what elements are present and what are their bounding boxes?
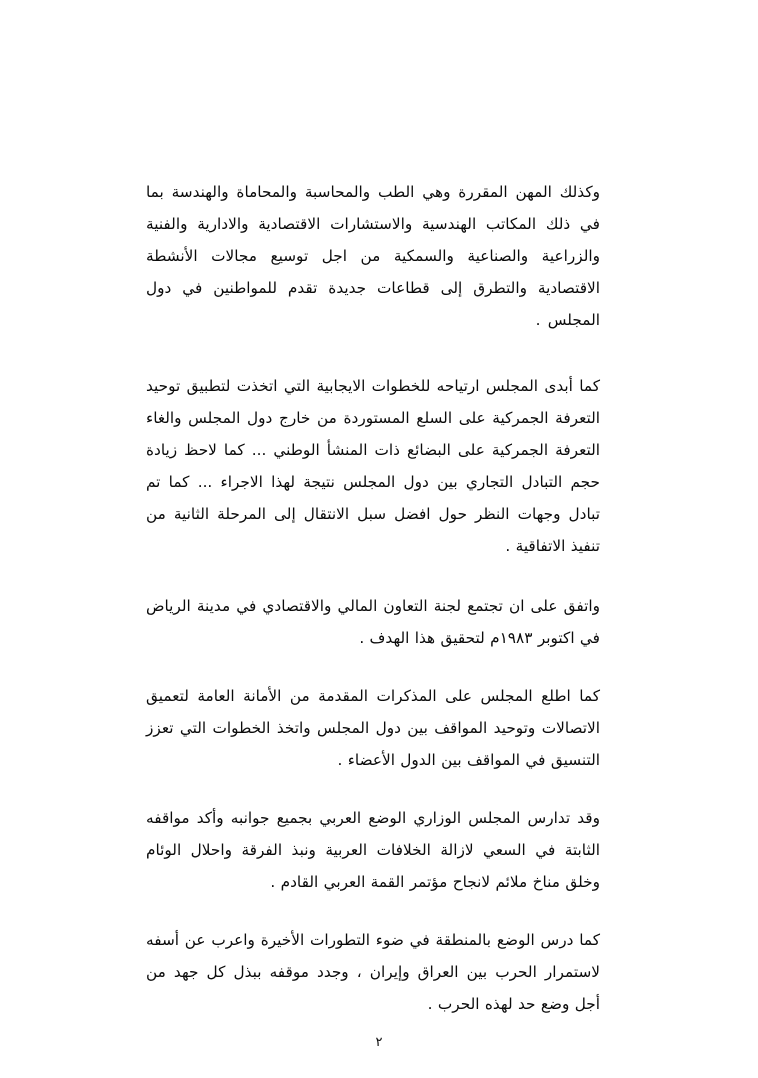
- paragraph-customs-tariff: كما أبدى المجلس ارتياحه للخطوات الايجابية التي اتخذت لتطبيق توحيد التعرفة الجمركية على السلع المستوردة من خارج دول المجلس والغاء التعرفة الجمركية على البضائع ذات المنشأ الوطني ... كما لاحظ زيادة حجم التبادل التجاري بين دول المجلس نتيجة لهذا الاجراء ... كما تم تبادل وجهات النظر حول افضل سبل الانتقال إلى المرحلة الثانية من تنفيذ الاتفاقية .: [146, 377, 600, 555]
- paragraph-communications: كما اطلع المجلس على المذكرات المقدمة من الأمانة العامة لتعميق الاتصالات وتوحيد المواقف بين دول المجلس واتخذ الخطوات التي تعزز التنسيق في المواقف بين الدول الأعضاء .: [146, 687, 600, 769]
- page-number: ٢: [375, 1035, 383, 1050]
- paragraph-arab-situation: وقد تدارس المجلس الوزاري الوضع العربي بجميع جوانبه وأكد مواقفه الثابتة في السعي لازالة الخلافات العربية ونبذ الفرقة واحلال الوئام وخلق مناخ ملائم لانجاح مؤتمر القمة العربي القادم .: [146, 809, 600, 891]
- paragraph-professions: وكذلك المهن المقررة وهي الطب والمحاسبة والمحاماة والهندسة بما في ذلك المكاتب الهندسية والاستشارات الاقتصادية والادارية والفنية والزراعية والصناعية والسمكية من اجل توسيع مجالات الأنشطة الاقتصادية والتطرق إلى قطاعات جديدة تقدم للمواطنين في دول المجلس .: [146, 183, 600, 329]
- paragraph-iraq-iran-war: كما درس الوضع بالمنطقة في ضوء التطورات الأخيرة واعرب عن أسفه لاستمرار الحرب بين العراق وإيران ، وجدد موقفه ببذل كل جهد من أجل وضع حد لهذه الحرب .: [146, 931, 600, 1013]
- document-body: [146, 176, 600, 1020]
- paragraph-riyadh-meeting: واتفق على ان تجتمع لجنة التعاون المالي والاقتصادي في مدينة الرياض في اكتوبر ١٩٨٣م لتحقيق هذا الهدف .: [146, 597, 600, 647]
